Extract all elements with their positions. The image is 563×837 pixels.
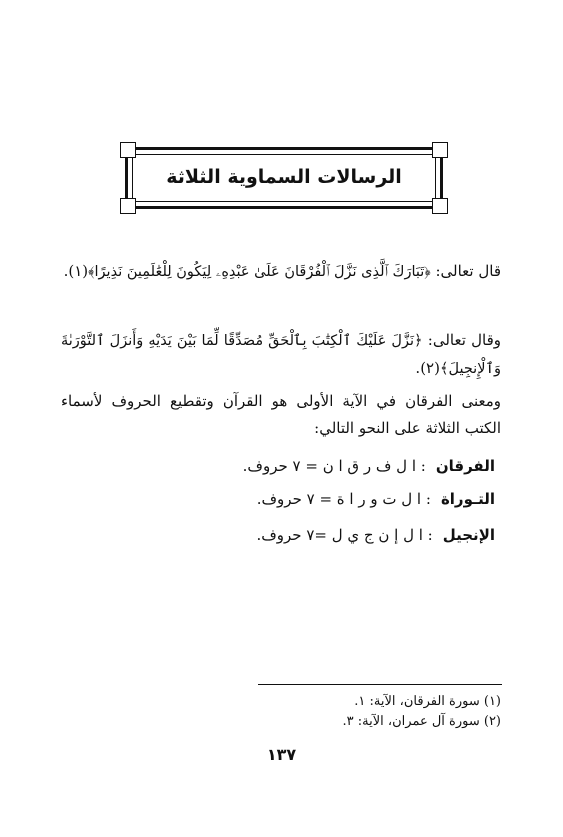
letter-sequence: : ا ل ف ر ق ا ن = ٧ حروف. <box>242 457 426 475</box>
footnote: (١) سورة الفرقان، الآية: ١. <box>354 694 501 709</box>
letter-sequence: : ا ل إ ن ج ي ل =٧ حروف. <box>256 526 433 544</box>
footnote-divider <box>258 684 502 685</box>
book-name: الإنجيل <box>442 526 495 544</box>
paragraph-explanation: ومعنى الفرقان في الآية الأولى هو القرآن وتقطيع الحروف لأسماء الكتب الثلاثة على النحو التالي: <box>61 392 501 437</box>
frame-corner-ornament <box>432 142 448 158</box>
frame-corner-ornament <box>120 142 136 158</box>
paragraph-verse-2 <box>61 327 501 383</box>
book-name: التـوراة <box>440 490 495 508</box>
frame-corner-ornament <box>432 198 448 214</box>
footnote: (٢) سورة آل عمران، الآية: ٣. <box>342 714 501 729</box>
paragraph-lead: وقال تعالى: <box>422 331 502 349</box>
footnote-reference: (٢). <box>415 359 440 377</box>
quran-verse: ﴿تَبَارَكَ ٱلَّذِى نَزَّلَ ٱلْفُرْقَانَ عَلَىٰ عَبْدِهِۦ لِيَكُونَ لِلْعَٰلَمِينَ نَذِيرًا﴾ <box>88 264 431 280</box>
paragraph-lead: قال تعالى: <box>430 262 501 280</box>
letter-sequence: : ا ل ت و ر ا ة = ٧ حروف. <box>256 490 431 508</box>
letter-breakdown-row <box>95 454 495 478</box>
footnote-reference: (١). <box>63 262 89 280</box>
letter-breakdown-row <box>95 523 495 547</box>
chapter-title: الرسالات السماوية الثلاثة <box>166 166 402 188</box>
page-number: ١٣٧ <box>266 745 297 764</box>
letter-breakdown-row <box>95 487 495 511</box>
book-name: الفرقان <box>435 457 495 475</box>
chapter-title-frame <box>125 147 443 209</box>
frame-corner-ornament <box>120 198 136 214</box>
quran-verse: ﴿نَزَّلَ عَلَيْكَ ٱلْكِتَٰبَ بِٱلْحَقِّ مُصَدِّقًا لِّمَا بَيْنَ يَدَيْهِ وَأَنزَلَ ٱلتَّوْرَىٰةَ وَٱلْإِنجِيلَ﴾ <box>61 333 501 377</box>
paragraph-verse-1 <box>61 258 501 286</box>
